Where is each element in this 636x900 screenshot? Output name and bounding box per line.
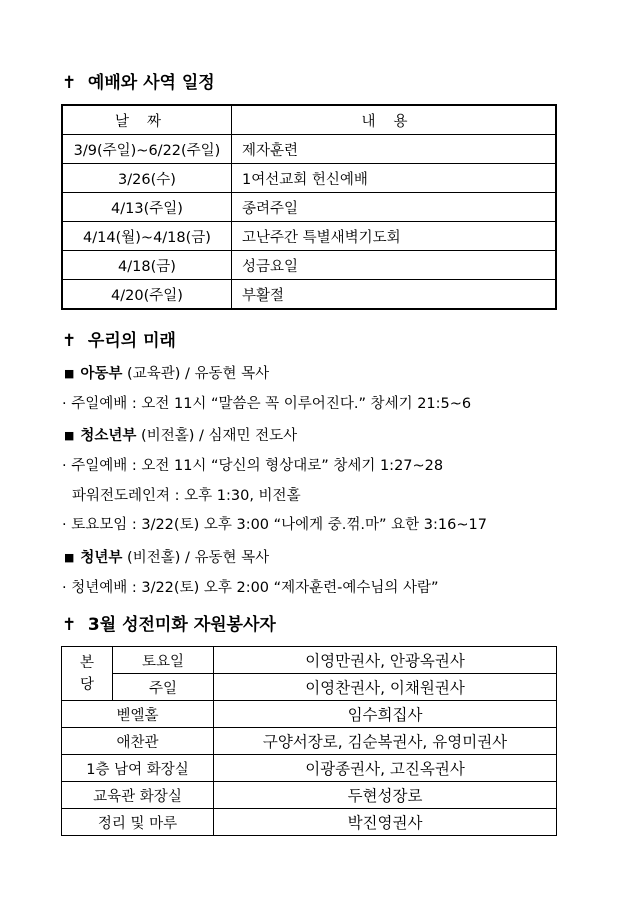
table-row <box>62 135 556 164</box>
square-bullet-icon: ■ <box>64 551 75 564</box>
dept1-worship-line: · 주일예배 : 오전 11시 “말씀은 꼭 이루어진다.” 창세기 21:5~6 <box>62 396 472 412</box>
cross-icon: ✝ <box>62 615 77 635</box>
dept-heading-children <box>64 362 269 383</box>
dept-heading-youth <box>64 424 297 445</box>
square-bullet-icon: ■ <box>64 429 75 442</box>
table-row <box>62 782 557 809</box>
dept-info: (교육관) / 유동현 목사 <box>122 366 270 382</box>
people-cell: 구양서장로, 김순복권사, 유영미권사 <box>214 728 557 755</box>
section-title-text: 우리의 미래 <box>87 331 176 351</box>
cross-icon: ✝ <box>62 73 77 93</box>
dept2-ranger-line: 파워전도레인져 : 오후 1:30, 비전홀 <box>72 488 301 504</box>
dept-name: 청소년부 <box>80 428 137 444</box>
section-title-volunteers <box>62 610 276 635</box>
people-cell: 이영만권사, 안광옥권사 <box>214 647 557 674</box>
content-cell: 종려주일 <box>232 193 557 222</box>
bondang-cell: 본 당 <box>62 647 113 701</box>
cross-icon: ✝ <box>62 331 77 351</box>
dept-info: (비전홀) / 유동현 목사 <box>122 550 270 566</box>
dept2-saturday-line: · 토요모임 : 3/22(토) 오후 3:00 “나에게 중.꺾.마” 요한 3:16~17 <box>62 517 487 533</box>
dept3-worship-line: · 청년예배 : 3/22(토) 오후 2:00 “제자훈련-예수님의 사람” <box>62 580 439 596</box>
dept-info: (비전홀) / 심재민 전도사 <box>136 428 298 444</box>
col-header-content: 내용 <box>232 105 557 135</box>
place-cell: 토요일 <box>113 647 214 674</box>
table-row <box>62 701 557 728</box>
square-bullet-icon: ■ <box>64 367 75 380</box>
dept-heading-young-adult <box>64 546 269 567</box>
place-cell: 1층 남여 화장실 <box>62 755 214 782</box>
section-title-schedule <box>62 68 215 93</box>
table-row <box>62 164 556 193</box>
table-row <box>62 755 557 782</box>
section-title-text: 예배와 사역 일정 <box>87 73 215 93</box>
schedule-table <box>61 104 557 310</box>
dept2-worship-line: · 주일예배 : 오전 11시 “당신의 형상대로” 창세기 1:27~28 <box>62 458 444 474</box>
table-row <box>62 809 557 836</box>
place-cell: 애찬관 <box>62 728 214 755</box>
people-cell: 임수희집사 <box>214 701 557 728</box>
date-cell: 4/13(주일) <box>62 193 232 222</box>
date-cell: 3/9(주일)~6/22(주일) <box>62 135 232 164</box>
people-cell: 이영찬권사, 이채원권사 <box>214 674 557 701</box>
people-cell: 이광종권사, 고진옥권사 <box>214 755 557 782</box>
dept-name: 청년부 <box>80 550 123 566</box>
content-cell: 성금요일 <box>232 251 557 280</box>
place-cell: 벧엘홀 <box>62 701 214 728</box>
content-cell: 제자훈련 <box>232 135 557 164</box>
content-cell: 부활절 <box>232 280 557 310</box>
col-header-date: 날짜 <box>62 105 232 135</box>
date-cell: 3/26(수) <box>62 164 232 193</box>
dept-name: 아동부 <box>80 366 123 382</box>
section-title-text: 3월 성전미화 자원봉사자 <box>87 615 276 635</box>
table-header-row <box>62 105 556 135</box>
section-title-future <box>62 326 176 351</box>
table-row <box>62 193 556 222</box>
people-cell: 두현성장로 <box>214 782 557 809</box>
table-row <box>62 222 556 251</box>
table-row <box>62 251 556 280</box>
place-cell: 교육관 화장실 <box>62 782 214 809</box>
table-row <box>62 280 556 310</box>
date-cell: 4/20(주일) <box>62 280 232 310</box>
people-cell: 박진영권사 <box>214 809 557 836</box>
place-cell: 주일 <box>113 674 214 701</box>
place-cell: 정리 및 마루 <box>62 809 214 836</box>
volunteer-table <box>61 646 557 836</box>
table-row <box>62 674 557 701</box>
content-cell: 고난주간 특별새벽기도회 <box>232 222 557 251</box>
table-row <box>62 647 557 674</box>
table-row <box>62 728 557 755</box>
date-cell: 4/14(월)~4/18(금) <box>62 222 232 251</box>
content-cell: 1여선교회 헌신예배 <box>232 164 557 193</box>
date-cell: 4/18(금) <box>62 251 232 280</box>
